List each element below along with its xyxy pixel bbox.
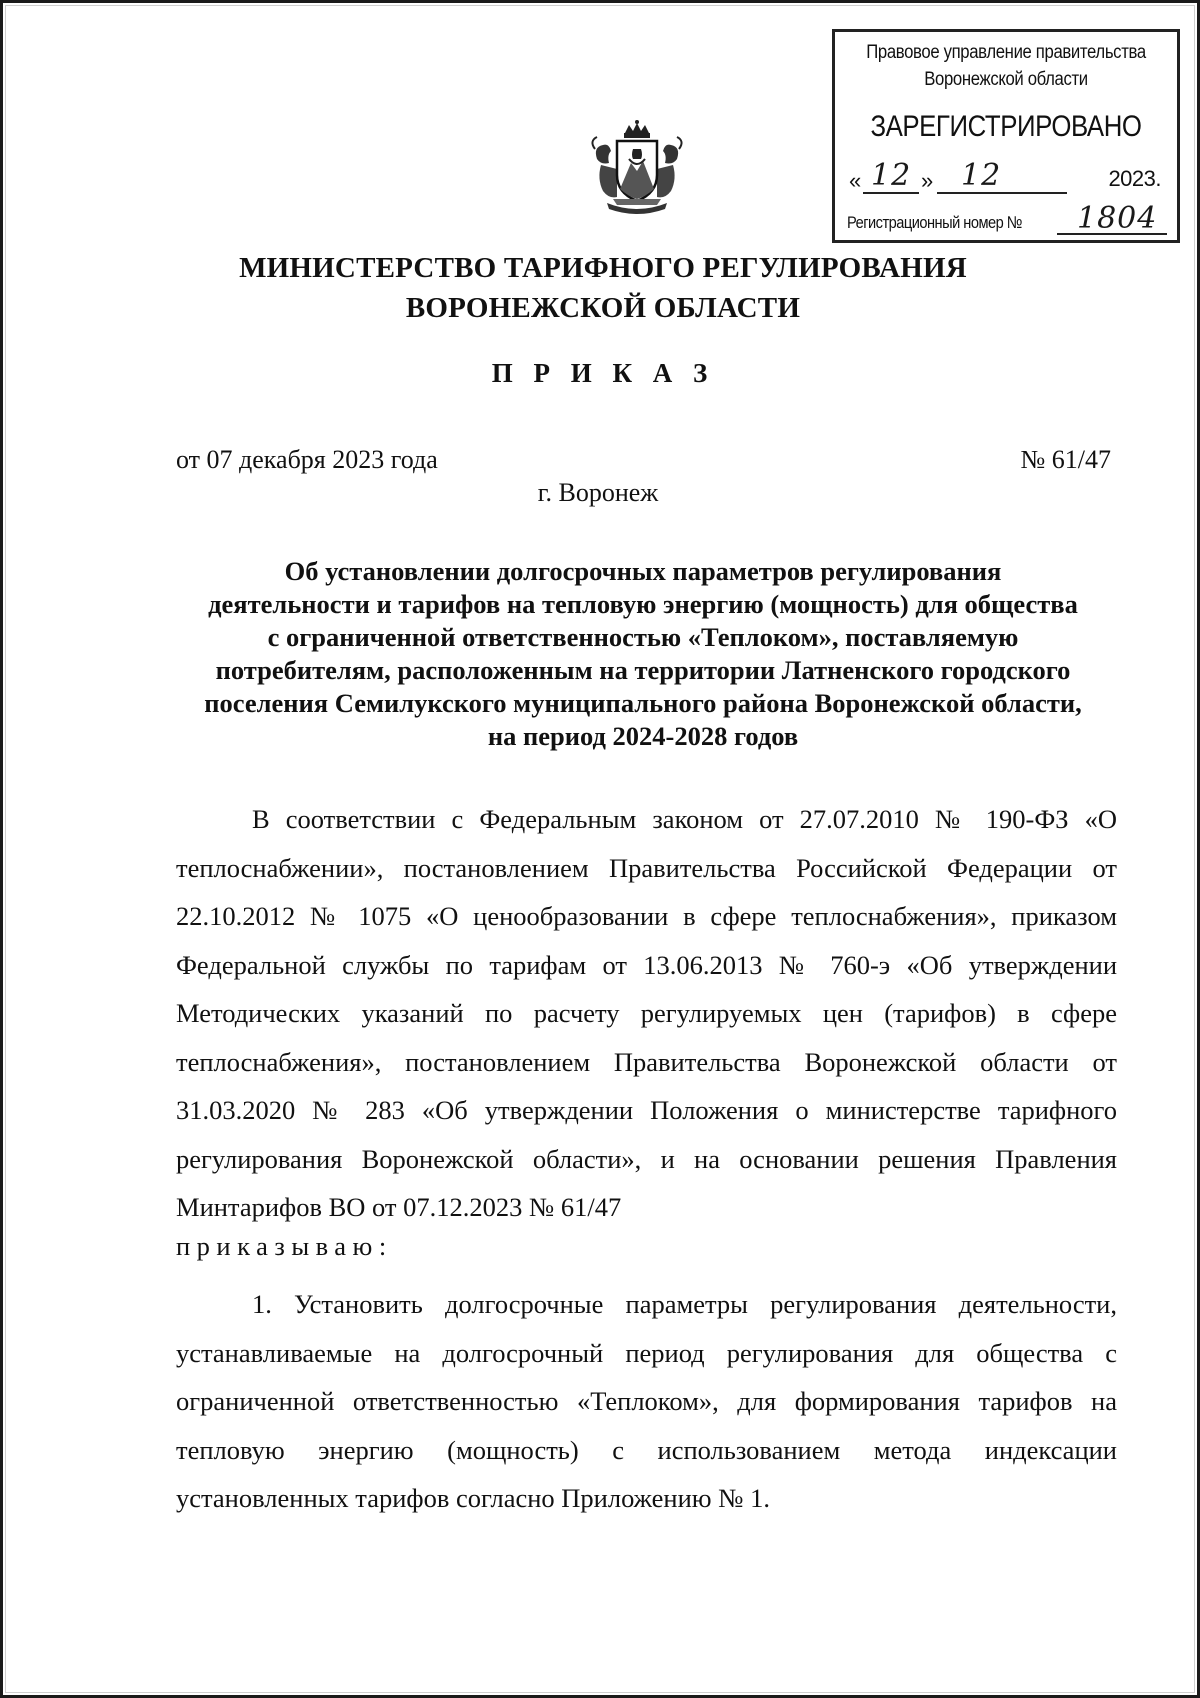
coat-of-arms-icon — [587, 119, 687, 219]
subject-line: на период 2024-2028 годов — [487, 721, 799, 751]
document-type: П Р И К А З — [491, 358, 715, 388]
stamp-status: ЗАРЕГИСТРИРОВАНО — [870, 110, 1142, 143]
subject-line: деятельности и тарифов на тепловую энергию (мощность) для общества — [208, 589, 1078, 619]
stamp-open-quote: « — [849, 168, 862, 193]
stamp-registration-label: Регистрационный номер № — [847, 213, 1022, 232]
preamble-paragraph: В соответствии с Федеральным законом от 27.07.2010 № 190-ФЗ «О теплоснабжении», постановлением Правительства Российской Федерации от 22.10.2012 № 1075 «О ценообразовании в сфере теплоснабжения», приказом Федеральной службы по тарифам от 13.06.2013 № 760-э «Об утверждении Методических указаний по расчету регулируемых цен (тарифов) в сфере теплоснабжения», постановлением Правительства Воронежской области от 31.03.2020 № 283 «Об утверждении Положения о министерстве тарифного регулирования Воронежской области», и на основании решения Правления Минтарифов ВО от 07.12.2023 № 61/47 — [176, 804, 1117, 1222]
subject-line: Об установлении долгосрочных параметров регулирования — [284, 556, 1002, 586]
registration-stamp — [832, 29, 1180, 243]
order-item-1: 1. Установить долгосрочные параметры регулирования деятельности, устанавливаемые на долгосрочный период регулирования для общества с ограниченной ответственностью «Теплоком», для формирования тарифов на тепловую энергию (мощность) с использованием метода индексации установленных тарифов согласно Приложению № 1. — [176, 1289, 1117, 1513]
ministry-title-line-2: ВОРОНЕЖСКОЙ ОБЛАСТИ — [405, 292, 801, 324]
subject-line: потребителям, расположенным на территории Латненского городского — [215, 655, 1071, 685]
stamp-close-quote: » — [921, 168, 934, 193]
stamp-year: 2023. — [1108, 166, 1161, 191]
stamp-month-line — [937, 192, 1067, 194]
order-subject — [163, 555, 1123, 753]
decree-word: приказываю: — [176, 1231, 393, 1261]
stamp-organization-line-2: Воронежской области — [924, 69, 1088, 90]
subject-line: поселения Семилукского муниципального района Воронежской области, — [204, 688, 1082, 718]
stamp-day-handwritten: 12 — [871, 158, 912, 193]
stamp-organization-line-1: Правовое управление правительства — [866, 42, 1146, 63]
order-date: от 07 декабря 2023 года — [176, 445, 438, 474]
stamp-date-row — [849, 160, 1167, 200]
order-number: № 61/47 — [1020, 445, 1111, 474]
stamp-registration-number: 1804 — [1077, 201, 1158, 236]
stamp-registration-row — [847, 201, 1167, 237]
ministry-title-line-1: МИНИСТЕРСТВО ТАРИФНОГО РЕГУЛИРОВАНИЯ — [239, 252, 967, 284]
subject-line: с ограниченной ответственностью «Теплоком», поставляемую — [267, 622, 1019, 652]
stamp-month-handwritten: 12 — [961, 158, 1002, 193]
order-city: г. Воронеж — [537, 478, 659, 507]
